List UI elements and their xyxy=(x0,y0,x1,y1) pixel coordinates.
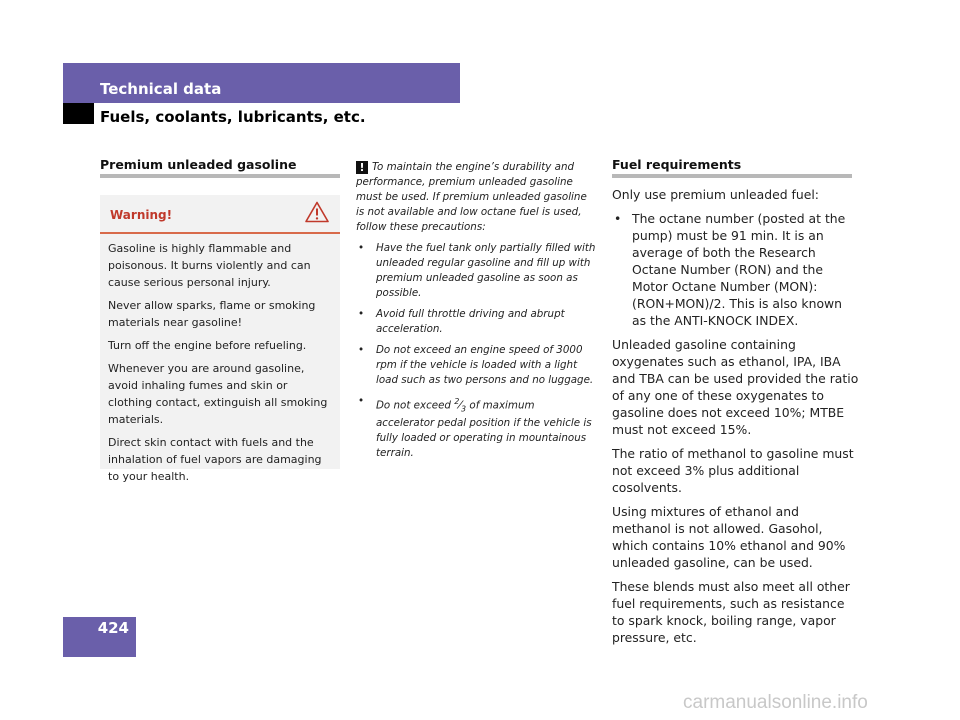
warning-paragraph: Direct skin contact with fuels and the inhalation of fuel vapors are damaging to your health. xyxy=(108,436,322,483)
page-number: 424 xyxy=(97,619,129,637)
warning-paragraph: Turn off the engine before refueling. xyxy=(108,339,307,352)
right-list xyxy=(612,210,860,329)
watermark: carmanualsonline.info xyxy=(683,692,868,713)
left-heading: Premium unleaded gasoline xyxy=(100,157,297,172)
page-number-box xyxy=(63,617,136,657)
left-heading-rule xyxy=(100,174,340,178)
fraction-numerator: 2 xyxy=(454,397,460,406)
right-paragraph: These blends must also meet all other fuel requirements, such as resistance to spark knock, boiling range, vapor pressure, etc. xyxy=(612,579,850,645)
chapter-title: Technical data xyxy=(100,80,222,98)
warning-box xyxy=(100,195,340,483)
right-paragraph: Unleaded gasoline containing oxygenates such as ethanol, IPA, IBA and TBA can be used provided the ratio of any one of these oxygenates to gasoline does not exceed 10%; MTBE must not exceed 15%. xyxy=(612,337,859,437)
warning-label: Warning! xyxy=(110,208,173,222)
notice-block xyxy=(356,160,596,467)
notice-bullet: • Do not exceed an engine speed of 3000 rpm if the vehicle is loaded with a light load such as two persons and no luggage. xyxy=(358,344,594,386)
right-heading-rule xyxy=(612,174,852,178)
notice-intro xyxy=(356,160,596,235)
warning-paragraph: Gasoline is highly flammable and poisonous. It burns violently and can cause serious personal injury. xyxy=(108,242,311,289)
header-marker xyxy=(63,103,94,124)
notice-icon: ! xyxy=(356,161,368,174)
notice-list xyxy=(356,241,596,461)
notice-bullet: • Have the fuel tank only partially filled with unleaded regular gasoline and fill up with premium unleaded gasoline as soon as possible. xyxy=(358,242,596,299)
fraction-denominator: 3 xyxy=(461,404,467,414)
warning-paragraph: Never allow sparks, flame or smoking materials near gasoline! xyxy=(108,299,316,329)
fuel-requirements-body xyxy=(612,186,860,653)
notice-bullet: • Avoid full throttle driving and abrupt acceleration. xyxy=(358,308,565,335)
notice-bullet: • Do not exceed $^2⁄_3$ of maximum accelerator pedal position if the vehicle is fully loaded or operating in mountainous terrain. xyxy=(358,395,592,460)
section-title: Fuels, coolants, lubricants, etc. xyxy=(100,108,366,126)
right-intro: Only use premium unleaded fuel: xyxy=(612,187,819,202)
fraction-separator: ⁄ xyxy=(459,399,462,412)
warning-header xyxy=(100,195,340,233)
warning-triangle-icon xyxy=(305,201,329,223)
right-bullet: • The octane number (posted at the pump) must be 91 min. It is an average of both the Research Octane Number (RON) and the Motor Octane Number (MON): (RON+MON)/2. This is also known as the ANTI-KNOCK INDEX. xyxy=(614,211,846,328)
notice-intro-text: To maintain the engine’s durability and performance, premium unleaded gasoline must be used. If premium unleaded gasoline is not available and low octane fuel is used, follow these precautions: xyxy=(356,161,587,233)
right-paragraph: The ratio of methanol to gasoline must not exceed 3% plus additional cosolvents. xyxy=(612,446,854,495)
warning-body xyxy=(108,240,334,491)
right-paragraph: Using mixtures of ethanol and methanol is not allowed. Gasohol, which contains 10% ethanol and 90% unleaded gasoline, can be used. xyxy=(612,504,846,570)
right-heading: Fuel requirements xyxy=(612,157,742,172)
warning-paragraph: Whenever you are around gasoline, avoid inhaling fumes and skin or clothing contact, extinguish all smoking materials. xyxy=(108,362,328,426)
warning-divider xyxy=(100,232,340,234)
